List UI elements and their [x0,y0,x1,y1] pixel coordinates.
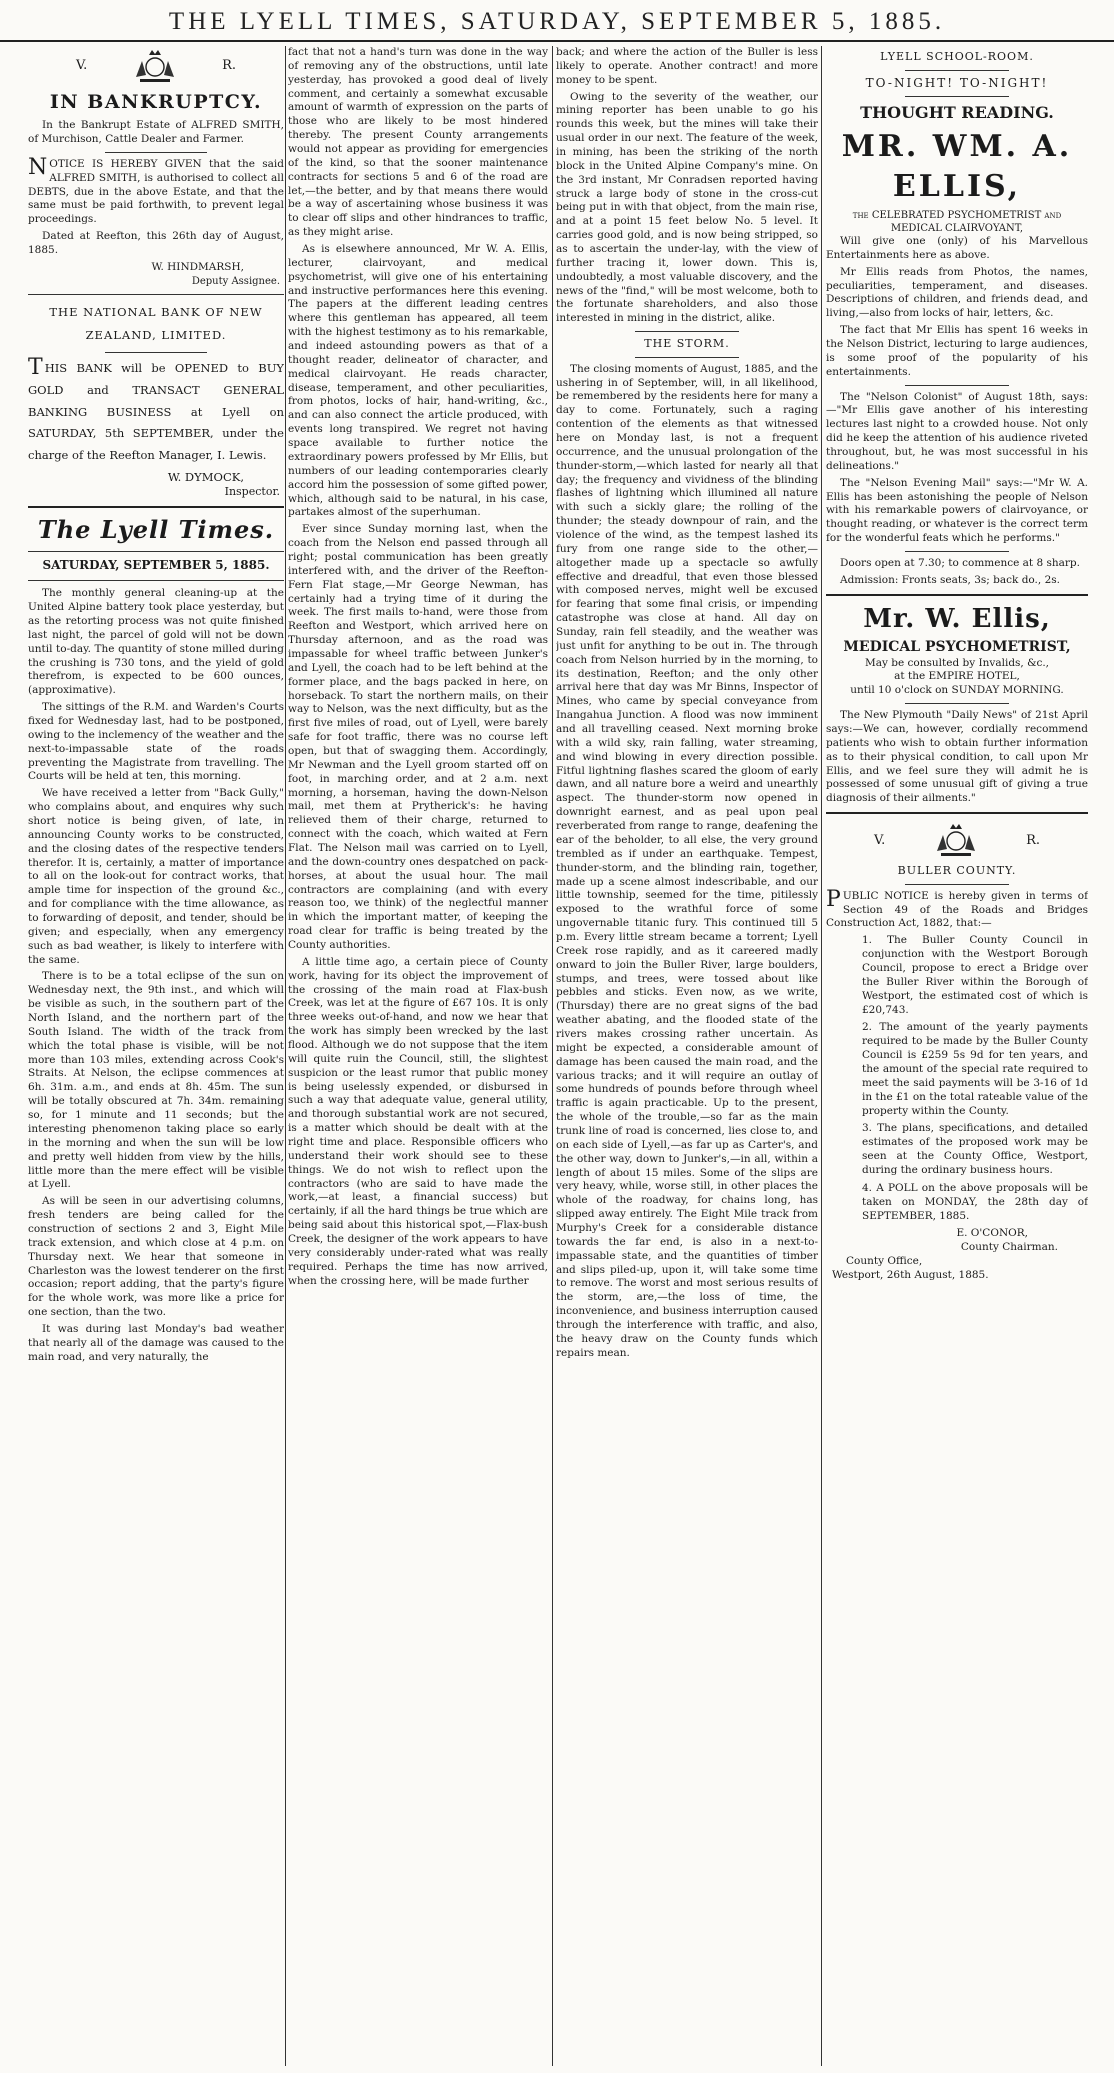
notice-item: 3. The plans, specifications, and detailed estimates of the proposed work may be seen at the County Office, Westport, during the ordinary business hours. [862,1122,1088,1176]
storm-title: THE STORM. [644,337,730,351]
consult-line: at the EMPIRE HOTEL, [894,670,1020,683]
ad-paragraph: Mr Ellis reads from Photos, the names, peculiarities, temperament, and diseases. Descriptions of children, and friends dead, and living,—also from locks of hair, letters, &c. [826,265,1088,320]
storm-paragraph: The closing moments of August, 1885, and the ushering in of September, will, in all likelihood, be remembered by the residents here for many a day to come. Fortunately, such a raging contention of the elements as that witnessed here on Monday last, is not a frequent occurrence, and the unusual prolongation of the thunder-storm,—which lasted for nearly all that day; the frequency and vividness of the blinding flashes of lightning which illumined all nature with such a sickly glare; the rolling of the thunder; the steady downpour of rain, and the violence of the wind, as the tempest lashed its fury from one range side to the other,—altogether made up a spectacle so awfully effective and dreadful, that even those blessed with composed nerves, might well be excused for fearing that some final crisis, or impending catastrophe was close at hand. All day on Sunday, rain fell steadily, and the weather was just unfit for anything to be out in. The through coach from Nelson hurried by in the morning, to its destination, Reefton; and the only other arrival here that day was Mr Binns, Inspector of Mines, who came by special conveyance from Inangahua Junction. A flood was now imminent and all travelling ceased. Next morning broke with a wild sky, rain falling, water streaming, and wind blowing in every direction possible. Fitful lightning flashes scared the gloom of early dawn, and all nature bore a weird and unearthly aspect. The thunder-storm now opened in downright earnest, and as peal upon peal reverberated from range to range, deafening the ear of the beholder, to all else, the very ground trembled as if under an earthquake. Tempest, thunder-storm, and the blinding rain, together, made up a scene almost indescribable, and our little township, seemed for the time, pitilessly exposed to the wrathful force of some ungovernable titanic fury. This continued till 5 p.m. Every little stream became a torrent; Lyell Creek rose rapidly, and as it careered madly onward to join the Buller River, large boulders, stumps, and trees, were tossed about like pebbles and sticks. Even now, as we write, (Thursday) there are no great signs of the bad weather abating, and the flooded state of the rivers makes crossing rather uncertain. As might be expected, a considerable amount of damage has been caused the main road, and the various tracks; and it will require an outlay of some hundreds of pounds before through wheel traffic is again practicable. Up to the present, the whole of the trouble,—so far as the main trunk line of road is concerned, lies close to, and on each side of Lyell,—as far up as Carter's, and the other way, down to Junker's,—in all, within a length of about 15 miles. Some of the slips are very heavy, while, worse still, in other places the whole of the roadway, for chains long, has slipped away entirely. The Eight Mile track from Murphy's Creek for a considerable distance towards the far end, is also in a next-to-impassable state, and the quantities of timber and slips piled-up, upon it, will take some time to remove. The worst and most serious results of the storm, are,—the loss of time, the inconvenience, and business interruption caused through the interference with traffic, and also, the heavy draw on the County funds which repairs mean. [556,362,818,1359]
ellis2-name: Mr. W. Ellis, [863,603,1051,634]
divider [905,703,1010,704]
signature-role: Deputy Assignee. [191,275,280,287]
crest-r: R. [1026,832,1040,848]
office-line: Westport, 26th August, 1885. [832,1269,989,1282]
column-rule [821,46,822,2066]
divider [28,580,284,581]
royal-crest-icon [931,821,981,859]
dropcap: N [28,154,48,180]
consult-line: until 10 o'clock on SUNDAY MORNING. [850,684,1064,697]
ad-paragraph: The fact that Mr Ellis has spent 16 weeks in the Nelson District, lecturing to large audiences, is some proof of the popularity of his entertainments. [826,324,1088,378]
dated-line: Dated at Reefton, this 26th day of August, 1885. [28,230,284,256]
column-1 [28,46,284,2068]
column-rule [552,46,553,2066]
news-paragraph: As is elsewhere announced, Mr W. A. Ellis, lecturer, clairvoyant, and medical psychometrist, will give one of his entertaining and instructive performances here this evening. The papers at the different leading centres where this gentleman has appeared, all teem with the highest testimony as to his remarkable, and indeed astounding powers as that of a thought reader, delineator of character, and medical clairvoyant. He reads character, disease, temperament, and other peculiarities, from photos, locks of hair, hand-writing, &c., and can also connect the article produced, with events long transpired. We regret not having space available to further notice the extraordinary powers professed by Mr Ellis, but numbers of our leading contemporaries clearly accord him the possession of some gifted power, which, although said to be natural, in his case, partakes almost of the superhuman. [288,243,548,519]
ellis2-title: MEDICAL PSYCHOMETRIST, [843,639,1071,656]
ad-paragraph: Will give one (only) of his Marvellous Entertainments here as above. [826,235,1088,261]
notice-item: 2. The amount of the yearly payments required to be made by the Buller County Council is £259 5s 9d for ten years, and the amount of the special rate required to meet the said payments will be 3-16 of 1d in the £1 on the total rateable value of the property within the County. [862,1021,1088,1117]
crest-v: V. [874,832,886,848]
divider [635,357,740,358]
signature-name: E. O'CONOR, [956,1227,1028,1240]
bankruptcy-sub: In the Bankrupt Estate of ALFRED SMITH, of Murchison, Cattle Dealer and Farmer. [28,119,284,145]
ellis-name: MR. WM. A. ELLIS, [841,129,1073,205]
signature-name: W. HINDMARSH, [151,260,244,273]
crest-r: R. [222,58,236,74]
divider [105,152,207,153]
divider [635,331,740,332]
crest-row [826,820,1088,860]
masthead: THE LYELL TIMES, SATURDAY, SEPTEMBER 5, 1885. [168,8,946,35]
signature-role: County Chairman. [960,1241,1058,1254]
paper-date: SATURDAY, SEPTEMBER 5, 1885. [42,558,270,573]
ad-paragraph: The "Nelson Evening Mail" says:—"Mr W. A. Ellis has been astonishing the people of Nelson with his remarkable powers of clairvoyance, or thought reading, or whatever is the correct term for the wonderful feats which he performs." [826,476,1088,545]
divider [905,551,1010,552]
column-2 [288,46,548,2068]
divider [28,294,284,295]
news-paragraph: fact that not a hand's turn was done in the way of removing any of the obstructions, until late yesterday, has provoked a good deal of lively comment, and certainly a somewhat excusable amount of warmth of expression on the parts of those who are likely to be most hindered thereby. The present County arrangements would not appear as providing for emergencies of the kind, so that the sooner maintenance contracts for sections 5 and 6 of the road are let,—the better, and by that means there would be a way of ascertaining whose business it was to clear off slips and other hindrances to traffic, as they might arise. [288,46,548,239]
ad-paragraph: Doors open at 7.30; to commence at 8 sharp. [840,557,1080,570]
bank-title: THE NATIONAL BANK OF NEW ZEALAND, LIMITED. [49,304,263,342]
consult-line: May be consulted by Invalids, &c., [864,656,1050,669]
news-paragraph: We have received a letter from "Back Gully," who complains about, and enquires why such short notice is being given, of late, in announcing County works to be constructed, and the closing dates of the respective tenders therefor. It is, certainly, a matter of importance to all on the look-out for contract works, that ample time for inspection of the ground &c., and for compliance with the time allowance, as to forwarding of deposit, and tender, should be given; and especially, when any emergency such as bad weather, is likely to interfere with the same. [28,787,284,966]
public-notice-text: UBLIC NOTICE is hereby given in terms of Section 49 of the Roads and Bridges Construction Act, 1882, that:— [826,889,1088,930]
royal-crest-icon [130,47,180,85]
ellis-desc: the CELEBRATED PSYCHOMETRIST and MEDICAL CLAIRVOYANT, [852,209,1062,234]
divider [905,96,1010,97]
office-line: County Office, [846,1255,923,1268]
bank-signature-role: Inspector. [224,485,280,499]
divider [905,884,1010,885]
plymouth-quote: The New Plymouth "Daily News" of 21st April says:—We can, however, cordially recommend patients who wish to obtain further information as to their physical condition, to call upon Mr Ellis, and we feel sure they will admit he is possessed of some unusual gift of giving a true diagnosis of their ailments." [826,709,1088,805]
divider [826,594,1088,596]
notice-paragraph [28,154,284,227]
news-paragraph: There is to be a total eclipse of the sun on Wednesday next, the 9th inst., and which will be visible as such, in the southern part of the North Island, and the northern part of the South Island. The width of the track from which the total phase is visible, will be not more than 103 miles, extending across Cook's Straits. At Nelson, the eclipse commences at 6h. 31m. a.m., and ends at 8h. 45m. The sun will be totally obscured at 7h. 34m. remaining so, for 1 minute and 11 seconds; but the interesting phenomenon taking place so early in the morning and when the sun will be low and pretty well hidden from view by the hills, little more than the mere effect will be visible at Lyell. [28,970,284,1191]
news-paragraphs [28,587,284,1364]
bank-paragraph [28,354,284,467]
crest-row [28,46,284,86]
news-paragraph: The monthly general cleaning-up at the United Alpine battery took place yesterday, but as the retorting process was not quite finished last night, the parcel of gold will not be down until to-day. The quantity of stone milled during the crushing is 730 tons, and the yield of gold therefrom, is expected to be 600 ounces, (approximative). [28,587,284,697]
paper-title: The Lyell Times. [37,514,275,544]
divider [28,506,284,508]
column-4 [826,46,1088,2068]
notice-item: 4. A POLL on the above proposals will be taken on MONDAY, the 28th day of SEPTEMBER, 1885. [862,1181,1088,1222]
notice-item: 1. The Buller County Council in conjunction with the Westport Borough Council, propose to erect a Bridge over the Buller River within the Borough of Westport, the estimated cost of which is £20,743. [862,934,1088,1016]
column-3 [556,46,818,2068]
divider [905,385,1010,386]
ad-paragraph: Admission: Fronts seats, 3s; back do., 2s. [840,573,1060,586]
news-paragraph: Ever since Sunday morning last, when the coach from the Nelson end passed through all right; postal communication has been greatly interfered with, and the driver of the Reefton-Fern Flat stage,—Mr George Newman, has certainly had a trying time of it during the week. The first mails to-hand, were those from Reefton and Westport, which arrived here on Thursday afternoon, and as the road was impassable for wheel traffic between Junker's and Lyell, the coach had to be left behind at the former place, and the bags packed in here, on horseback. To start the northern mails, on their way to Nelson, was the next difficulty, but as the first five miles of road, out of Lyell, were barely safe for foot traffic, there was no course left open, but that of swagging them. Accordingly, Mr Newman and the Lyell groom started off on foot, in marching order, and at 2 a.m. next morning, a horseman, having the down-Nelson mail, met them at Prytherick's: he having relieved them of their charge, returned to connect with the coach, which waited at Fern Flat. The Nelson mail was carried on to Lyell, and the down-country ones despatched on pack-horses, at about the usual hour. The mail contractors are complaining (and with every reason too, we think) of the neglectful manner in which the important matter, of keeping the road clear for traffic is being treated by the County authorities. [288,523,548,951]
thought-reading: THOUGHT READING. [860,103,1054,123]
column-rule [285,46,286,2066]
venue: LYELL SCHOOL-ROOM. [880,50,1034,63]
divider [826,812,1088,814]
divider [905,70,1010,71]
news-paragraph: The sittings of the R.M. and Warden's Courts fixed for Wednesday last, had to be postponed, owing to the inclemency of the weather and the next-to-impassable state of the roads preventing the Magistrate from travelling. The Courts will be held at ten, this morning. [28,701,284,783]
bank-text: HIS BANK will be OPENED to BUY GOLD and TRANSACT GENERAL BANKING BUSINESS at Lyell on SATURDAY, 5th SEPTEMBER, under the charge of the Reefton Manager, I. Lewis. [28,360,284,463]
crest-v: V. [76,58,88,74]
buller-title: BULLER COUNTY. [897,864,1017,878]
bank-signature: W. DYMOCK, [167,470,244,485]
news-paragraph: It was during last Monday's bad weather that nearly all of the damage was caused to the main road, and very naturally, the [28,1322,284,1363]
news-paragraph: back; and where the action of the Buller is less likely to operate. Another contract! and more money to be spent. [556,46,818,86]
bankruptcy-title: IN BANKRUPTCY. [49,91,263,113]
news-paragraph: As will be seen in our advertising columns, fresh tenders are being called for the construction of sections 2 and 3, Eight Mile track extension, and which close at 4 p.m. on Thursday next. We hear that someone in Charleston was the lowest tenderer on the first occasion; report adding, that the party's figure for the whole work, was more like a price for one section, than the two. [28,1195,284,1319]
tonight: TO-NIGHT! TO-NIGHT! [865,75,1049,90]
notice-items [844,934,1088,1223]
dropcap: T [28,354,43,380]
news-paragraph: A little time ago, a certain piece of County work, having for its object the improvement of the crossing of the main road at Flax-bush Creek, was let at the figure of £67 10s. It is only three weeks out-of-hand, and now we hear that the work has simply been wrecked by the last flood. Although we do not suppose that the item will quite ruin the Council, still, the slightest suspicion or the least rumor that public money is being uselessly expended, or disbursed in such a way that adequate value, general utility, and thorough substantial work are not secured, is a matter which should be dealt with at the right time and place. Responsible officers who understand their work should see to these things. We do not wish to reflect upon the contractors (who are said to have made the work,—at least, a financial success) but certainly, if all the hard things be true which are being said about this historical spot,—Flax-bush Creek, the designer of the work appears to have very considerably under-rated what was really required. Perhaps the time has now arrived, when the crossing here, will be made further [288,955,548,1287]
news-paragraph: Owing to the severity of the weather, our mining reporter has been unable to go his rounds this week, but the mines will take their usual order in our next. The feature of the week, in mining, has been the striking of the north block in the United Alpine Company's mine. On the 3rd instant, Mr Conradsen reported having struck a large body of stone in the cross-cut being put in with that object, from the main rise, and at a point 15 feet below No. 5 level. It carries good gold, and is now being stripped, so as to ascertain the under-lay, with the view of further tracing it, lower down. This is, undoubtedly, a most valuable discovery, and the news of the "find," will be most welcome, both to the fortunate shareholders, and also those interested in mining in the district, alike. [556,90,818,325]
masthead-rule [0,40,1114,42]
dropcap: P [826,886,841,912]
notice-text: OTICE IS HEREBY GIVEN that the said ALFRED SMITH, is authorised to collect all DEBTS, due in the above Estate, and that the same must be paid forthwith, to prevent legal proceedings. [28,157,284,226]
divider [28,551,284,552]
public-notice [826,886,1088,932]
ad-paragraph: The "Nelson Colonist" of August 18th, says:—"Mr Ellis gave another of his interesting lectures last night to a crowded house. Not only did he keep the attention of his audience riveted throughout, but, he was most successful in his delineations." [826,390,1088,472]
divider [105,352,207,353]
